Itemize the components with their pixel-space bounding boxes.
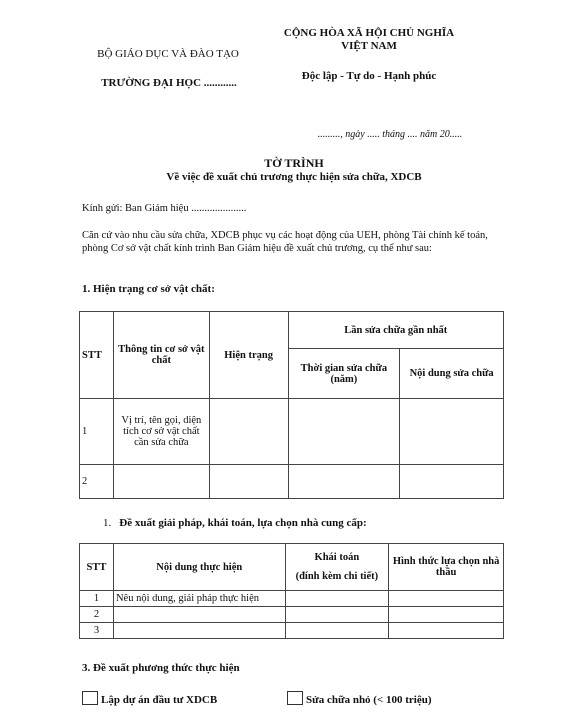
th-stt: STT — [80, 312, 114, 399]
cell-content — [113, 607, 285, 623]
date-line: ........., ngày ..... tháng .... năm 20..... — [317, 129, 463, 140]
th-estimate — [285, 544, 389, 591]
cell-contractor — [389, 591, 504, 607]
table-row — [80, 591, 504, 607]
checkbox-icon[interactable] — [287, 691, 303, 705]
th-repair-time: Thời gian sửa chữa (năm) — [288, 349, 400, 399]
cell-repair-time — [288, 465, 400, 499]
cell-stt: 1 — [80, 591, 114, 607]
cell-stt: 1 — [80, 399, 114, 465]
intro-paragraph: Căn cứ vào nhu cầu sửa chữa, XDCB phục vụ các hoạt động của UEH, phòng Tài chính kế toán, phòng Cơ sở vật chất kính trình Ban Giám hiệu đề xuất chủ trương, cụ thể như sau: — [82, 230, 488, 254]
cell-contractor — [389, 623, 504, 639]
cell-facility-info — [113, 465, 209, 499]
republic-title: CỘNG HÒA XÃ HỘI CHỦ NGHĨA — [283, 27, 455, 39]
cell-estimate — [285, 623, 389, 639]
facility-status-table — [79, 311, 504, 499]
cell-repair-content — [400, 465, 504, 499]
university-name: TRƯỜNG ĐẠI HỌC ............ — [101, 77, 237, 89]
section3-heading: 3. Đề xuất phương thức thực hiện — [82, 662, 240, 674]
cell-contractor — [389, 607, 504, 623]
solution-estimate-table — [79, 543, 504, 639]
section2-heading — [103, 517, 367, 529]
cell-estimate — [285, 591, 389, 607]
th-estimate-note: (đính kèm chi tiết) — [295, 571, 379, 582]
cell-facility-info: Vị trí, tên gọi, diện tích cơ sở vật chất cần sửa chữa — [113, 399, 209, 465]
th-facility-info: Thông tin cơ sở vật chất — [113, 312, 209, 399]
motto: Độc lập - Tự do - Hạnh phúc — [301, 70, 437, 82]
th-content: Nội dung thực hiện — [113, 544, 285, 591]
document-subject: Về việc đề xuất chủ trương thực hiện sửa chữa, XDCB — [166, 171, 422, 183]
section1-heading: 1. Hiện trạng cơ sở vật chất: — [82, 283, 215, 295]
th-estimate-label: Khái toán — [314, 552, 360, 563]
cell-content — [113, 623, 285, 639]
th-contractor: Hình thức lựa chọn nhà thầu — [389, 544, 504, 591]
table-row — [80, 399, 504, 465]
option-investment-project[interactable] — [82, 691, 217, 706]
cell-status — [209, 465, 288, 499]
option-label: Lập dự án đầu tư XDCB — [101, 694, 218, 706]
th-repair-content: Nội dung sửa chữa — [400, 349, 504, 399]
option-label: Sửa chữa nhỏ (< 100 triệu) — [306, 694, 432, 706]
cell-estimate — [285, 607, 389, 623]
th-stt: STT — [80, 544, 114, 591]
checkbox-icon[interactable] — [82, 691, 98, 705]
ministry-name: BỘ GIÁO DỤC VÀ ĐÀO TẠO — [97, 48, 239, 60]
cell-stt: 3 — [80, 623, 114, 639]
cell-repair-time — [288, 399, 400, 465]
cell-repair-content — [400, 399, 504, 465]
cell-stt: 2 — [80, 607, 114, 623]
cell-status — [209, 399, 288, 465]
th-last-repair: Lần sửa chữa gần nhất — [288, 312, 503, 349]
table-row — [80, 607, 504, 623]
option-minor-repair[interactable] — [287, 691, 432, 706]
th-status: Hiện trạng — [209, 312, 288, 399]
republic-title-line2: VIỆT NAM — [341, 40, 397, 52]
cell-stt: 2 — [80, 465, 114, 499]
recipient-line: Kính gửi: Ban Giám hiệu ..................... — [82, 203, 247, 214]
section2-heading-text: Đề xuất giải pháp, khái toán, lựa chọn nhà cung cấp: — [119, 517, 367, 529]
table-row — [80, 465, 504, 499]
section2-number: 1. — [103, 517, 112, 529]
cell-content: Nêu nội dung, giải pháp thực hiện — [113, 591, 285, 607]
table-row — [80, 623, 504, 639]
document-type: TỜ TRÌNH — [264, 156, 324, 170]
